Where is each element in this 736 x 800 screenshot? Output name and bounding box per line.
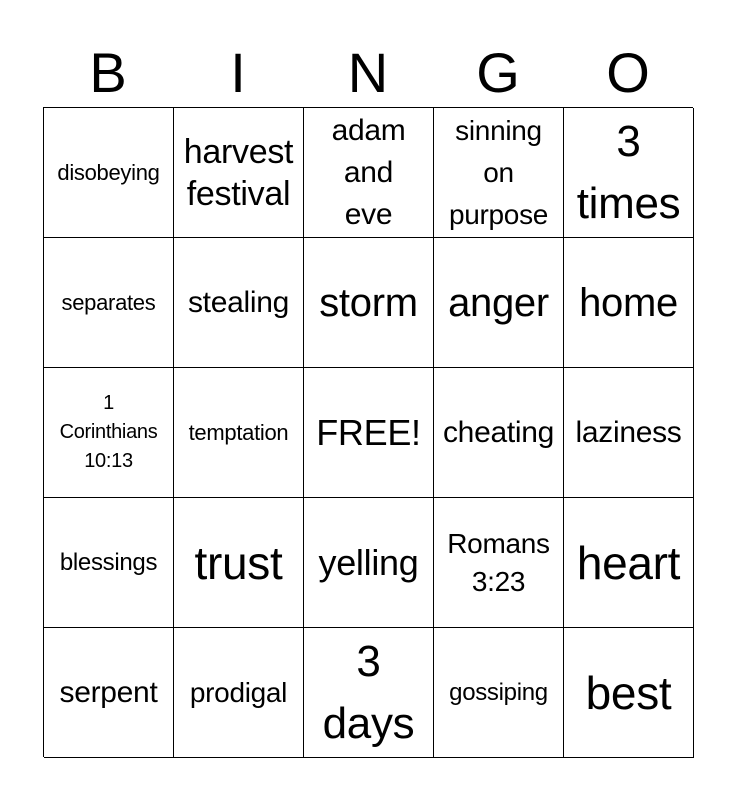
bingo-cell[interactable] [434, 368, 564, 498]
bingo-cell[interactable] [304, 628, 434, 758]
bingo-cell[interactable] [304, 238, 434, 368]
bingo-cell[interactable] [434, 238, 564, 368]
cell-text: harvest festival [183, 132, 294, 213]
header-letter-g: G [476, 41, 520, 104]
header-letter-b: B [89, 41, 127, 104]
cell-text: storm [319, 280, 418, 325]
cell-text: 3 times [576, 116, 681, 228]
bingo-cell[interactable] [304, 498, 434, 628]
cell-text: adam and eve [331, 113, 406, 231]
header-letter-n: N [347, 41, 389, 104]
cell-text: gossiping [449, 679, 548, 706]
cell-text: FREE! [316, 411, 421, 453]
cell-text: blessings [59, 549, 158, 576]
cell-text: yelling [318, 541, 419, 583]
cell-text: best [585, 666, 672, 719]
bingo-cell[interactable] [44, 238, 174, 368]
bingo-cell[interactable] [564, 238, 694, 368]
cell-text: 1 Corinthians 10:13 [59, 392, 158, 472]
cell-text: anger [448, 280, 549, 325]
cell-text: prodigal [189, 676, 288, 708]
bingo-cell[interactable] [304, 368, 434, 498]
cell-text: laziness [575, 415, 682, 449]
bingo-cell[interactable] [564, 108, 694, 238]
cell-text: temptation [188, 420, 289, 445]
bingo-board [43, 107, 693, 757]
bingo-cell[interactable] [304, 108, 434, 238]
cell-text: heart [576, 536, 681, 589]
cell-text: 3 days [322, 636, 415, 748]
bingo-cell[interactable] [174, 628, 304, 758]
bingo-cell[interactable] [564, 368, 694, 498]
cell-text: sinning on purpose [448, 114, 549, 230]
bingo-cell[interactable] [564, 628, 694, 758]
cell-text: disobeying [57, 160, 160, 185]
cell-text: stealing [187, 285, 289, 319]
bingo-cell[interactable] [434, 498, 564, 628]
bingo-header [43, 38, 693, 108]
bingo-cell[interactable] [174, 238, 304, 368]
cell-text: home [579, 280, 678, 325]
bingo-cell[interactable] [564, 498, 694, 628]
cell-text: trust [194, 536, 283, 589]
cell-text: Romans 3:23 [447, 527, 550, 597]
header-letter-i: I [230, 41, 246, 104]
bingo-cell[interactable] [174, 368, 304, 498]
bingo-cell[interactable] [44, 108, 174, 238]
bingo-cell[interactable] [174, 108, 304, 238]
header-letter-o: O [606, 41, 650, 104]
bingo-cell[interactable] [174, 498, 304, 628]
cell-text: cheating [442, 415, 555, 449]
bingo-cell[interactable] [44, 498, 174, 628]
bingo-cell[interactable] [434, 628, 564, 758]
cell-text: serpent [59, 675, 158, 709]
bingo-cell[interactable] [44, 628, 174, 758]
bingo-cell[interactable] [44, 368, 174, 498]
cell-text: separates [61, 290, 156, 315]
bingo-cell[interactable] [434, 108, 564, 238]
